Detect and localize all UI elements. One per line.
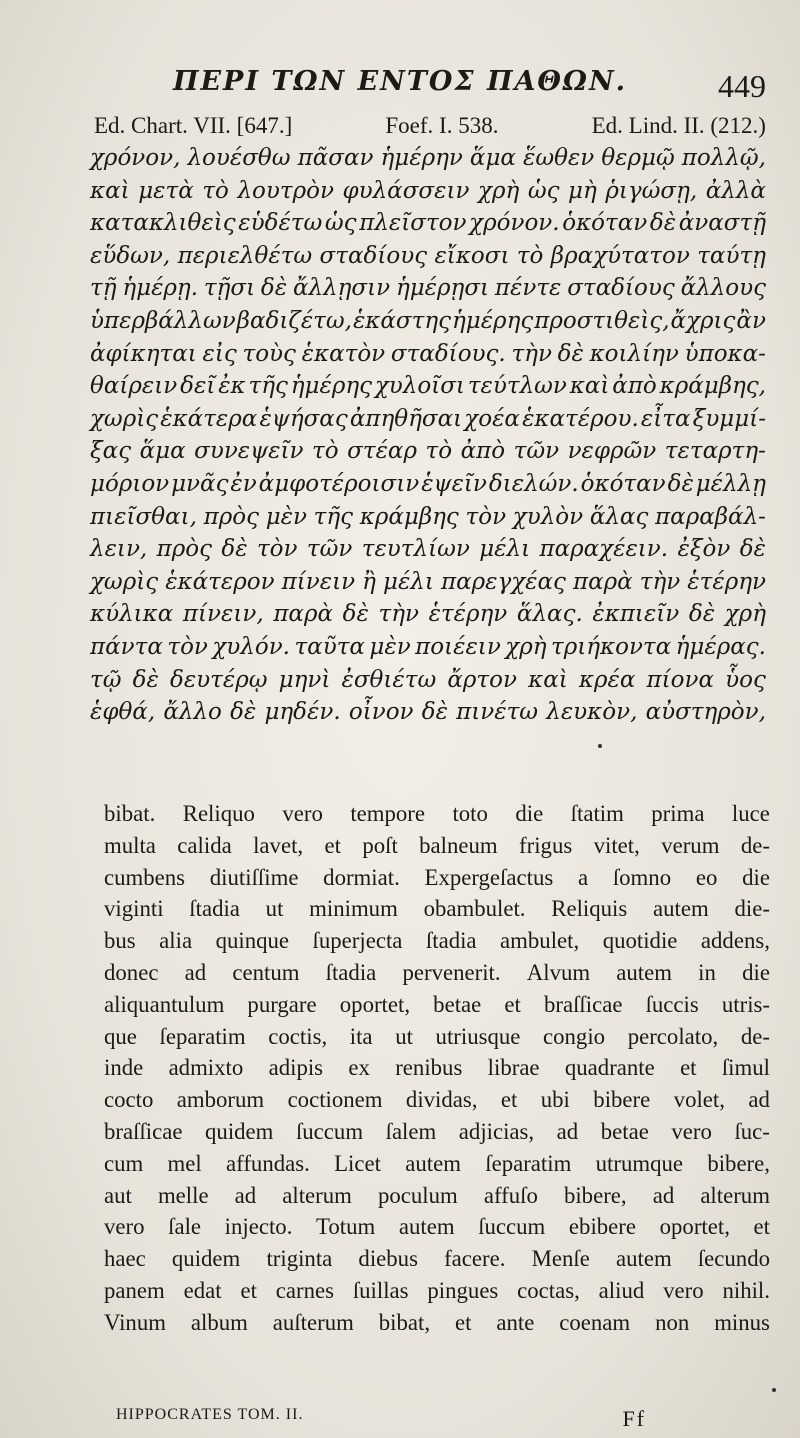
greek-text-line: χρόνον, λουέσθω πᾶσαν ἡμέρην ἅμα ἕωθεν θερμῷ πολλῷ, (90, 145, 766, 171)
edition-linden: Ed. Lind. II. (212.) (591, 113, 766, 138)
running-head: ΠΕΡΙ ΤΩΝ ΕΝΤΟΣ ΠΑΘΩΝ. (172, 66, 628, 97)
greek-text-line: πιεῖσθαι, πρὸς μὲν τῆς κράμβης τὸν χυλὸν ἅλας παραβάλ- (90, 503, 766, 530)
greek-text-line: καὶ μετὰ τὸ λουτρὸν φυλάσσειν χρὴ ὡς μὴ ῥιγώσῃ, ἀλλὰ (90, 177, 766, 204)
greek-text-line: λειν, πρὸς δὲ τὸν τῶν τευτλίων μέλι παραχέειν. ἐξὸν δὲ (90, 536, 766, 563)
greek-text-line: ὑπερβάλλων βαδιζέτω, ἑκάστης ἡμέρης προστιθεὶς, ἄχρις ἂν (90, 307, 766, 334)
page-number: 449 (718, 68, 766, 104)
edition-references (94, 113, 766, 139)
latin-text-line: bibat. Reliquo vero tempore toto die ſtatim prima luce (104, 801, 770, 826)
greek-text-line: εὕδων, περιελθέτω σταδίους εἴκοσι τὸ βραχύτατον ταύτῃ (90, 242, 766, 269)
footer-book-title: HIPPOCRATES TOM. II. (116, 1406, 304, 1423)
latin-text-line: aut melle ad alterum poculum affuſo bibere, ad alterum (104, 1182, 770, 1208)
greek-text-line: κατακλιθεὶς εὑδέτω ὡς πλεῖστον χρόνον. ὁκόταν δὲ ἀναστῇ (90, 210, 766, 237)
latin-text-line: bus alia quinque ſuperjecta ſtadia ambulet, quotidie addens, (104, 928, 770, 954)
latin-text-line: Vinum album auſterum bibat, et ante coenam non minus (104, 1309, 770, 1335)
signature-mark: Ff (622, 1406, 646, 1431)
greek-text-block (90, 142, 766, 729)
latin-text-line: braſſicae quidem ſuccum ſalem adjicias, ad betae vero ſuc- (104, 1118, 770, 1144)
latin-text-line: inde admixto adipis ex renibus librae quadrante et ſimul (104, 1055, 770, 1081)
latin-text-line: cum mel affundas. Licet autem ſeparatim utrumque bibere, (104, 1150, 770, 1176)
latin-text-block (104, 798, 770, 1339)
greek-text-line: μόριον μνᾶς ἐν ἀμφοτέροισιν ἑψεῖν διελών. ὁκόταν δὲ μέλλῃ (90, 470, 766, 497)
page-footer (116, 1406, 646, 1432)
greek-text-line: χωρὶς ἑκάτερον πίνειν ἢ μέλι παρεγχέας παρὰ τὴν ἑτέρην (90, 568, 766, 595)
greek-text-line: ξας ἅμα συνεψεῖν τὸ στέαρ τὸ ἀπὸ τῶν νεφρῶν τεταρτη- (90, 438, 766, 465)
ink-dot (772, 1388, 776, 1392)
latin-text-line: panem edat et carnes ſuillas pingues coctas, aliud vero nihil. (104, 1277, 770, 1303)
latin-text-line: cocto amborum coctionem dividas, et ubi bibere volet, ad (104, 1087, 770, 1113)
latin-text-line: aliquantulum purgare oportet, betae et braſſicae ſuccis utris- (104, 991, 770, 1017)
greek-text-line: τῷ δὲ δευτέρῳ μηνὶ ἐσθιέτω ἄρτον καὶ κρέα πίονα ὗος (90, 666, 766, 693)
latin-text-line: donec ad centum ſtadia pervenerit. Alvum autem in die (104, 959, 770, 985)
latin-text-line: que ſeparatim coctis, ita ut utriusque congio percolato, de- (104, 1023, 770, 1049)
greek-text-line: κύλικα πίνειν, παρὰ δὲ τὴν ἑτέρην ἅλας. ἐκπιεῖν δὲ χρὴ (90, 601, 766, 628)
latin-text-line: vero ſale injecto. Totum autem ſuccum ebibere oportet, et (104, 1214, 770, 1240)
greek-text-line: ἑφθά, ἄλλο δὲ μηδέν. οἶνον δὲ πινέτω λευκὸν, αὐστηρὸν, (90, 699, 766, 726)
latin-text-line: cumbens diutiſſime dormiat. Expergeſactus a ſomno eo die (104, 864, 770, 890)
greek-text-line: ἀφίκηται εἰς τοὺς ἑκατὸν σταδίους. τὴν δὲ κοιλίην ὑποκα- (90, 340, 766, 367)
latin-text-line: haec quidem triginta diebus facere. Menſe autem ſecundo (104, 1246, 770, 1272)
edition-chartier: Ed. Chart. VII. [647.] (94, 113, 293, 138)
ink-dot (598, 744, 602, 748)
greek-text-line: χωρὶς ἑκάτερα ἑψήσας ἀπηθῆσαι χοέα ἑκατέρου. εἶτα ξυμμί- (90, 405, 766, 432)
greek-text-line: πάντα τὸν χυλόν. ταῦτα μὲν ποιέειν χρὴ τριήκοντα ἡμέρας. (90, 633, 766, 660)
edition-foesius: Foef. I. 538. (385, 113, 499, 138)
latin-text-line: viginti ſtadia ut minimum obambulet. Reliquis autem die- (104, 896, 770, 922)
latin-text-line: multa calida lavet, et poſt balneum frigus vitet, verum de- (104, 832, 770, 858)
greek-text-line: τῇ ἡμέρῃ. τῇσι δὲ ἄλλῃσιν ἡμέρῃσι πέντε σταδίους ἄλλους (90, 275, 766, 302)
greek-text-line: θαίρειν δεῖ ἐκ τῆς ἡμέρης χυλοῖσι τεύτλων καὶ ἀπὸ κράμβης, (90, 373, 766, 400)
